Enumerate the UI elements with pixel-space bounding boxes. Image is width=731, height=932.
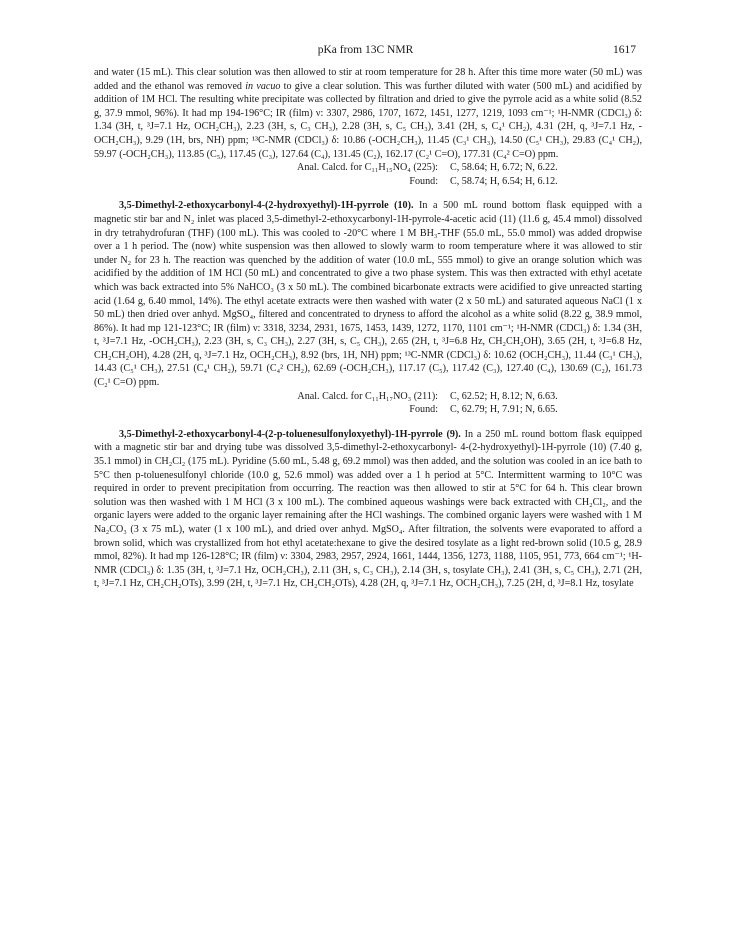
text-line: 23 h. The reaction was quenched by the addition of water (10.0 mL, 555 mmol) to give an orange solution [149, 254, 595, 266]
paragraph-acid-workup [94, 66, 642, 161]
elemental-analysis-2 [215, 390, 642, 417]
article-body [94, 66, 642, 591]
text-line: and water (15 mL). This clear solution was then allowed to stir at room temperature for 28 h. After this [94, 67, 517, 78]
text-line: 127.40 (C₄), 130.69 (C₂), 161.73 (C₂¹ C=O) ppm. [94, 363, 642, 389]
text-line: CH₃), 14.43 (C₅¹ CH₃), 27.51 (C₄¹ CH₂), 59.71 (C₄² CH₂), 62.69 (-OCH₂CH₃), 117.17 (C₅), 117.42 (C₃), [94, 349, 642, 375]
text-line: suspension was then allowed to slowly warm to room temperature where it was allowed to stir under N₂ for [94, 241, 642, 266]
text-line: time more water (50 mL) was added and the ethanol was removed [94, 67, 642, 92]
text-line: 11.45 (C₃¹ CH₃), 14.50 (C₅¹ CH₃), 29.83 (C₄¹ CH₂), 59.97 (-OCH₂CH₃), 113.85 (C₅), 117.45 (C₃), 127.64 [94, 134, 643, 160]
text-line: In a 500 mL round bottom flask [413, 200, 566, 212]
text-line: s, C₅ CH₃), 2.65 (2H, t, ³J=6.8 Hz, CH₂CH₂OH), 3.65 (2H, t, ³J=6.8 Hz, CH₂CH₂OH), 4.28 (2H, q, [94, 336, 642, 361]
anal-calcd-label: Anal. Calcd. for C₁₁H₁₇NO₃ (211): [297, 390, 438, 402]
text-line: dried over anhyd. MgSO₄, filtered and concentrated to dryness to afford the alcohol as a white solid (8.22 [147, 309, 582, 321]
text-line: 69.2 mmol) was then added, and the solution was cooled in an ice bath to 5°C then p-toluenesulfonyl chloride [94, 456, 642, 481]
text-line: further diluted with water (500 mL) and acidified by addition of 1M HCl. The resulting white precipitate was [94, 80, 642, 106]
text-line: was then extracted with ethyl acetate which was back extracted into 5% NaHCO₃ (3 x 50 mL). The [94, 268, 642, 293]
paragraph-compound-9 [94, 428, 642, 591]
text-line: 4.31 (2H, q, ³J=7.1 Hz, -OCH₂CH₃), 9.29 (1H, brs, NH) ppm; ¹³C-NMR (CDCl₃) δ: 10.86 (-OCH₂CH₃), [94, 121, 642, 146]
text-line: and dried over anhyd. MgSO₄. After filtration, the solvents were evaporated to afford a brown solid, which [94, 524, 643, 549]
text-line: which was acidified by the addition of 1M HCl (50 mL) and concentrated to give a two phase system. This [94, 254, 642, 280]
text-line: 4-(2-hydroxyethyl)-1H-pyrrole (10) (7.40 g, 35.1 mmol) in CH₂Cl₂ (175 mL). Pyridine (5.60 mL, 5.48 g, [94, 442, 642, 468]
text-line: ethyl acetate extracts were then washed with water (2 x 50 mL) and saturated aqueous NaCl (1 x 50 mL) then [94, 295, 642, 321]
text-line: where 1 M BH₃-THF (55.0 mL, 55.0 mmol) was added dropwise over a 1 h period. The (now) white [94, 227, 642, 253]
text-line: acid (11) (11.6 g, 45.4 mmol) dissolved in dry tetrahydrofuran (THF) (100 mL). This was cooled to -20°C [94, 213, 643, 239]
text-line: was crystallized from hot ethyl acetate:hexane to give the desired tosylate as a light red-brown solid (10.5 g, [175, 537, 622, 549]
anal-found-label: Found: [409, 175, 438, 187]
text-line: 1101 cm⁻¹; ¹H-NMR (CDCl₃) δ: 1.34 (3H, t, ³J=7.1 Hz, -OCH₂CH₃), 2.23 (3H, s, C₃ CH₃), 2.27 (3H, [94, 322, 642, 348]
text-line: back extracted with CH₂Cl₂, and the organic layers were added to the organic layer remaining after the HCl [94, 496, 642, 522]
text-emphasis: in vacuo [245, 80, 281, 92]
text-line: clear brown solution was then washed with 1 M HCl (3 x 100 mL). The combined aqueous washings were [94, 483, 642, 508]
text-line: collected by filtration and dried to give the pyrrole acid as a white solid (8.52 g, 37.9 mmol, 96%). It had [94, 94, 642, 119]
text-line: (C₄), 131.45 (C₂), 162.17 (C₂¹ C=O), 177.31 (C₄² C=O) ppm. [310, 148, 559, 160]
text-line: bottom flask equipped with a magnetic stir bar and drying tube was dissolved 3,5-dimethyl-2-ethoxycarbonyl- [94, 428, 642, 454]
text-line: 28.9 mmol, 82%). It had mp 126-128°C; IR (film) ν: 3304, 2983, 2957, 2924, 1661, 1444, 1356, 1273, [94, 537, 642, 563]
text-line: (10.0 g, 52.6 mmol) was added over a 1 h period at 5°C. Intermittent warming to 10°C was required in [94, 469, 643, 495]
text-line: g, 38.9 mmol, 86%). It had mp 121-123°C; IR (film) ν: 3318, 3234, 2931, 1675, 1453, 1439, 1272, 1170, [94, 309, 643, 334]
running-header [0, 44, 731, 64]
text-line: to give a clear solution. This was [280, 80, 422, 92]
text-line: In a 250 mL round [460, 428, 546, 440]
elemental-analysis-1 [215, 161, 642, 188]
anal-found-label: Found: [409, 404, 438, 416]
anal-calcd-label: Anal. Calcd. for C₁₁H₁₅NO₄ (225): [297, 162, 438, 174]
paragraph-compound-10 [94, 199, 642, 389]
text-line: C₃ CH₃), 2.14 (3H, s, tosylate CH₃), 2.41 (3H, s, C₅ CH₃), 2.71 (2H, t, ³J=7.1 Hz, CH₂CH₂OTs), 3.99 [94, 564, 642, 590]
text-line: ³J=7.1 Hz, OCH₂CH₃), 8.92 (brs, 1H, NH) ppm; ¹³C-NMR (CDCl₃) δ: 10.62 (OCH₂CH₃), 11.44 (C₃¹ [204, 349, 616, 361]
compound-heading: 3,5-Dimethyl-2-ethoxycarbonyl-4-(2-hydroxyethyl)-1H-pyrrole (10). [119, 200, 414, 212]
compound-heading: 3,5-Dimethyl-2-ethoxycarbonyl-4-(2-p-toluenesulfonyloxyethyl)-1H-pyrrole (9). [119, 428, 461, 440]
text-line: washings. The combined organic layers were washed with 1 M Na₂CO₃ (3 x 75 mL), water (1 x 100 mL), [94, 510, 642, 535]
anal-found-value: C, 62.79; H, 7.91; N, 6.65. [450, 404, 558, 416]
text-line: mp 194-196°C; IR (film) ν: 3307, 2986, 1707, 1672, 1451, 1277, 1219, 1093 cm⁻¹; ¹H-NMR (CDCl₃) δ: [209, 107, 642, 119]
text-line: (2H, t, ³J=7.1 Hz, CH₂CH₂OTs), 4.28 (2H, q, ³J=7.1 Hz, OCH₂CH₃), 7.25 (2H, d, ³J=8.1 Hz, tosylate [226, 578, 634, 590]
anal-calcd-value: C, 62.52; H, 8.12; N, 6.63. [450, 390, 558, 402]
text-line: order to prevent precipitation from occurring. The reaction was then allowed to stir at 5°C for 64 h. This [143, 483, 589, 495]
anal-calcd-value: C, 58.64; H, 6.72; N, 6.22. [450, 162, 558, 174]
text-line: combined bicarbonate extracts were acidified to give unreacted starting acid (1.64 g, 6.40 mmol, 14%). The [94, 281, 642, 307]
text-line: 1188, 1105, 951, 773, 664 cm⁻¹; ¹H-NMR (CDCl₃) δ: 1.35 (3H, t, ³J=7.1 Hz, OCH₂CH₃), 2.11 (3H, s, [94, 551, 643, 576]
running-title: pKa from 13C NMR [317, 44, 414, 56]
anal-found-value: C, 58.74; H, 6.54; H, 6.12. [450, 175, 558, 187]
page-number: 1617 [613, 44, 636, 56]
text-line: 1.34 (3H, t, ³J=7.1 Hz, OCH₂CH₃), 2.23 (3H, s, C₃ CH₃), 2.28 (3H, s, C₅ CH₃), 3.41 (2H, s, C₄¹ CH₂), [94, 121, 533, 133]
text-line: equipped with a magnetic stir bar and N₂ inlet was placed 3,5-dimethyl-2-ethoxycarbonyl-1H-pyrrole-4-acetic [94, 200, 642, 225]
